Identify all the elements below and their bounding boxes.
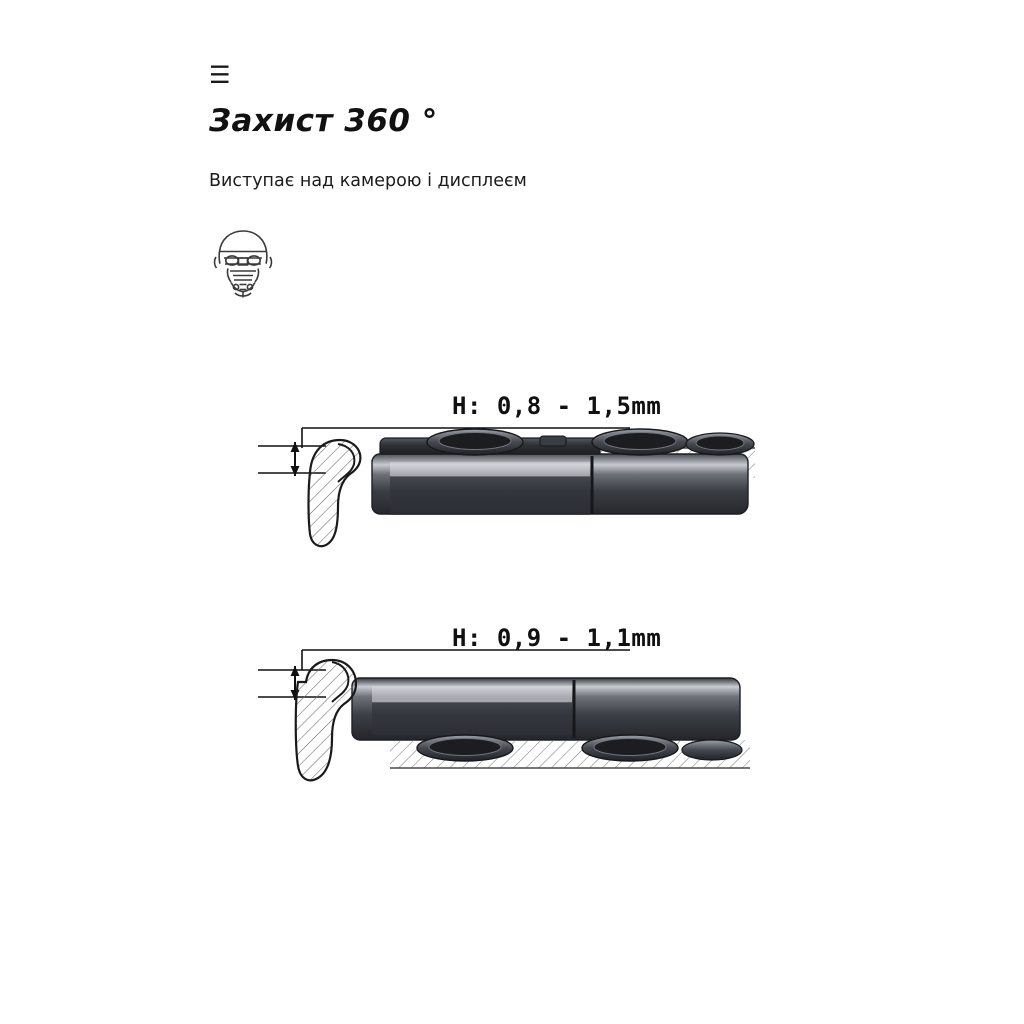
case-lip-bottom (296, 660, 356, 780)
display-protrusion-diagram (240, 608, 800, 843)
camera-protrusion-diagram (240, 380, 800, 600)
brand-logo (203, 227, 283, 305)
menu-icon[interactable]: ☰ (209, 61, 231, 89)
camera-height-label: H: 0,8 - 1,5mm (452, 392, 662, 420)
page-subtitle: Виступає над камерою і дисплеєм (209, 171, 527, 191)
phone-body-bottom (352, 678, 740, 740)
display-height-label: H: 0,9 - 1,1mm (452, 624, 662, 652)
dimension-leader-bottom (302, 650, 630, 670)
case-lip-top (309, 440, 361, 546)
page-title: Захист 360 ° (209, 103, 438, 139)
